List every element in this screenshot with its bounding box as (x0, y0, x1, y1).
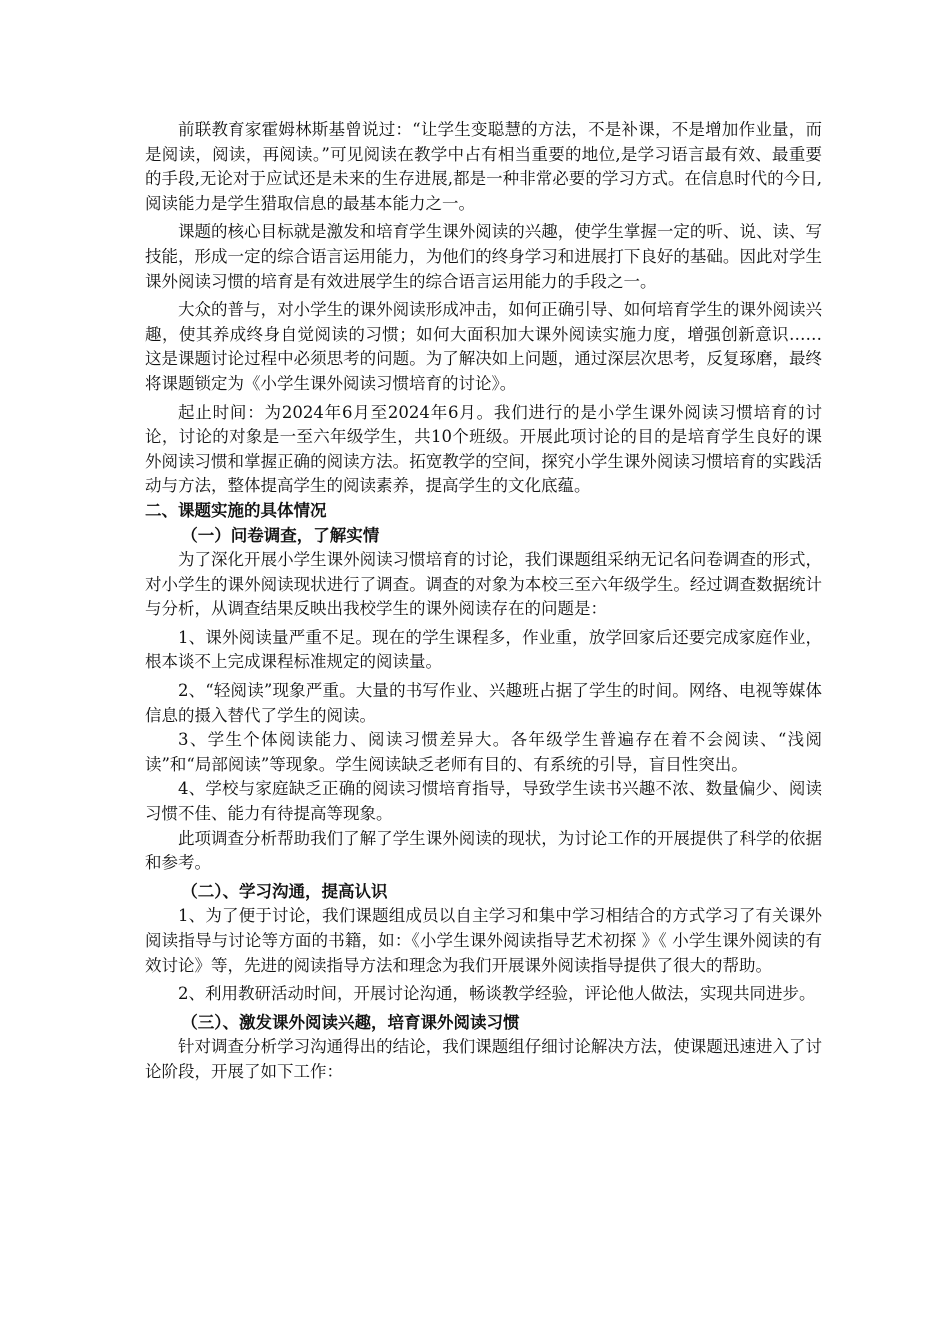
list-item-1: 1、课外阅读量严重不足。现在的学生课程多，作业重，放学回家后还要完成家庭作业，根本谈不上完成课程标准规定的阅读量。 (145, 627, 822, 672)
paragraph-core-goal: 课题的核心目标就是激发和培育学生课外阅读的兴趣，使学生掌握一定的听、说、读、写技能，形成一定的综合语言运用能力，为他们的终身学习和进展打下良好的基础。因此对学生课外阅读习惯的培育是有效进展学生的综合语言运用能力的手段之一。 (145, 222, 822, 291)
list-item-3: 3、学生个体阅读能力、阅读习惯差异大。各年级学生普遍存在着不会阅读、“浅阅读”和“局部阅读”等现象。学生阅读缺乏老师有目的、有系统的引导，盲目性突出。 (145, 730, 822, 774)
paragraph-study-1: 1、为了便于讨论，我们课题组成员以自主学习和集中学习相结合的方式学习了有关课外阅读指导与讨论等方面的书籍，如：《小学生课外阅读指导艺术初探 》《 小学生课外阅读的有效讨论》等，先进的阅读指导方法和理念为我们开展课外阅读指导提供了很大的帮助。 (145, 906, 822, 975)
paragraph-intro: 前联教育家霍姆林斯基曾说过：“让学生变聪慧的方法，不是补课，不是增加作业量，而是阅读，阅读，再阅读。”可见阅读在教学中占有相当重要的地位,是学习语言最有效、最重要的手段,无论对于应试还是未来的生存进展,都是一种非常必要的学习方式。在信息时代的今日,阅读能力是学生猎取信息的最基本能力之一。 (145, 120, 822, 213)
section-heading-2: 二、课题实施的具体情况 (145, 500, 327, 520)
paragraph-challenge: 大众的普与，对小学生的课外阅读形成冲击，如何正确引导、如何培育学生的课外阅读兴趣，使其养成终身自觉阅读的习惯；如何大面积加大课外阅读实施力度，增强创新意识…… 这是课题讨论过程中必须思考的问题。为了解决如上问题，通过深层次思考，反复琢磨，最终将课题锁定为《小学生课外阅读习惯培育的讨论》。 (145, 300, 822, 393)
paragraph-timeframe: 起止时间：为2024年6月至2024年6月。我们进行的是小学生课外阅读习惯培育的讨论，讨论的对象是一至六年级学生，共10个班级。开展此项讨论的目的是培育学生良好的课外阅读习惯和掌握正确的阅读方法。拓宽教学的空间，探究小学生课外阅读习惯培育的实践活动与方法，整体提高学生的阅读素养，提高学生的文化底蕴。 (145, 402, 822, 496)
subsection-heading-study: （二）、学习沟通，提高认识 (181, 881, 388, 901)
subsection-heading-interest: （三）、激发课外阅读兴趣，培育课外阅读习惯 (181, 1012, 520, 1032)
paragraph-interest: 针对调查分析学习沟通得出的结论，我们课题组仔细讨论解决方法，使课题迅速进入了讨论阶段，开展了如下工作： (145, 1037, 822, 1081)
list-item-4: 4、学校与家庭缺乏正确的阅读习惯培育指导，导致学生读书兴趣不浓、数量偏少、阅读习惯不佳、能力有待提高等现象。 (145, 779, 822, 824)
paragraph-survey-summary: 此项调查分析帮助我们了解了学生课外阅读的现状，为讨论工作的开展提供了科学的依据和参考。 (145, 828, 822, 873)
paragraph-study-2: 2、利用教研活动时间，开展讨论沟通，畅谈教学经验，评论他人做法，实现共同进步。 (178, 984, 816, 1004)
subsection-heading-survey: （一）问卷调查，了解实情 (181, 525, 380, 545)
list-item-2: 2、“轻阅读”现象严重。大量的书写作业、兴趣班占据了学生的时间。网络、电视等媒体信息的摄入替代了学生的阅读。 (145, 681, 822, 725)
paragraph-survey: 为了深化开展小学生课外阅读习惯培育的讨论，我们课题组采纳无记名问卷调查的形式，对小学生的课外阅读现状进行了调查。调查的对象为本校三至六年级学生。经过调查数据统计与分析，从调查结果反映出我校学生的课外阅读存在的问题是： (145, 550, 822, 619)
